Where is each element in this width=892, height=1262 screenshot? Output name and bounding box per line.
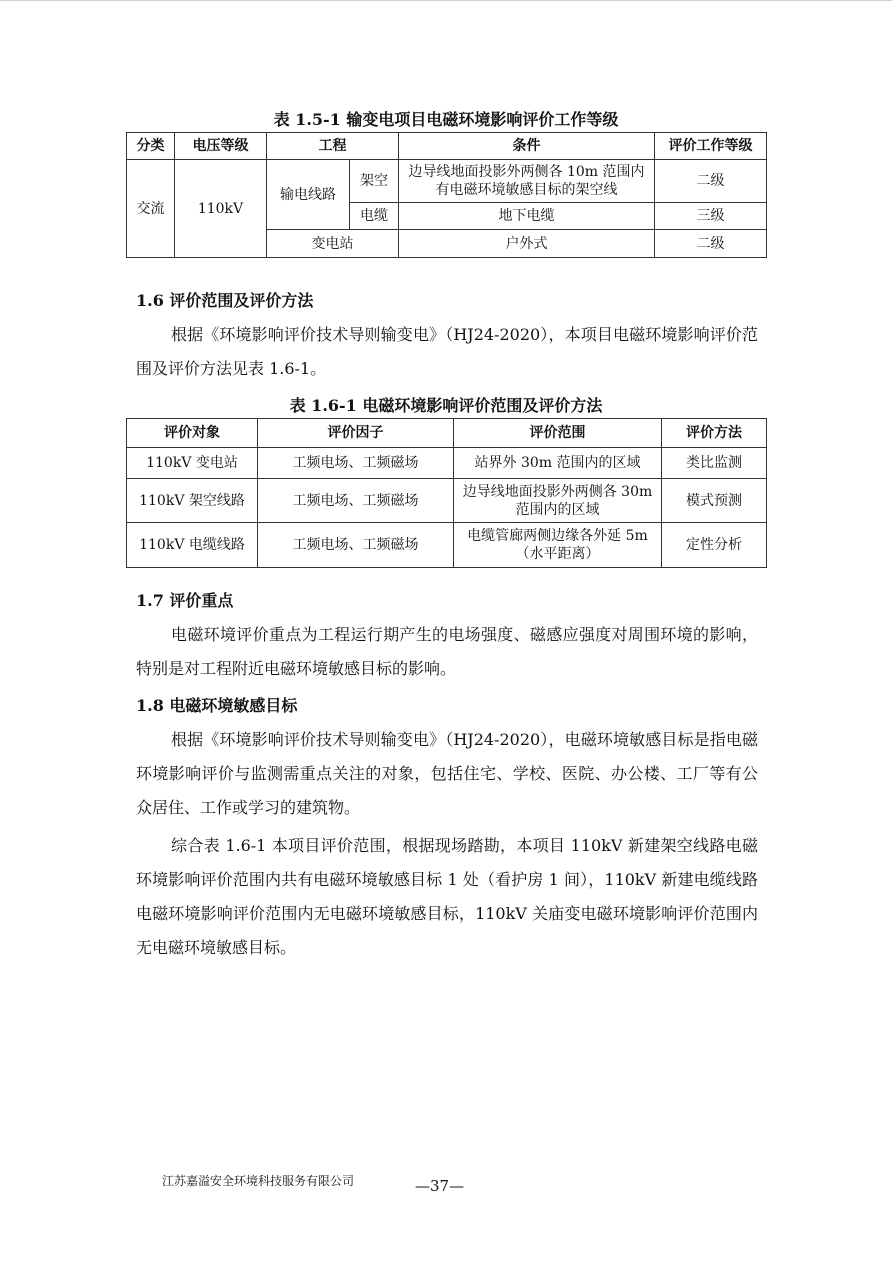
scope-method-table bbox=[126, 418, 767, 568]
table1-caption: 表 1.5-1 输变电项目电磁环境影响评价工作等级 bbox=[273, 110, 619, 129]
table-header-row bbox=[127, 419, 767, 448]
header-cell: 评价工作等级 bbox=[655, 133, 767, 160]
object-cell: 110kV 变电站 bbox=[127, 448, 258, 479]
table-row bbox=[127, 160, 767, 203]
grade-cell: 二级 bbox=[655, 230, 767, 258]
grade-cell: 三级 bbox=[655, 203, 767, 230]
header-cell: 评价范围 bbox=[454, 419, 662, 448]
section-1-7-title: 1.7 评价重点 bbox=[136, 591, 234, 610]
section-1-7-paragraph: 电磁环境评价重点为工程运行期产生的电场强度、磁感应强度对周围环境的影响，特别是对工程附近电磁环境敏感目标的影响。 bbox=[136, 625, 758, 678]
method-cell: 类比监测 bbox=[662, 448, 767, 479]
table-row bbox=[127, 523, 767, 568]
header-cell: 评价因子 bbox=[258, 419, 454, 448]
sub-type-cell: 电缆 bbox=[350, 203, 399, 230]
method-cell: 模式预测 bbox=[662, 479, 767, 523]
grading-table bbox=[126, 132, 767, 258]
grade-cell: 二级 bbox=[655, 160, 767, 203]
sub-type-cell: 架空 bbox=[350, 160, 399, 203]
section-1-6-paragraph: 根据《环境影响评价技术导则输变电》（HJ24-2020），本项目电磁环境影响评价范围及评价方法见表 1.6-1。 bbox=[136, 325, 758, 378]
method-cell: 定性分析 bbox=[662, 523, 767, 568]
table2-caption: 表 1.6-1 电磁环境影响评价范围及评价方法 bbox=[289, 396, 603, 415]
factor-cell: 工频电场、工频磁场 bbox=[258, 448, 454, 479]
header-cell: 工程 bbox=[267, 133, 399, 160]
header-cell: 分类 bbox=[127, 133, 175, 160]
table-header-row bbox=[127, 133, 767, 160]
range-cell: 站界外 30m 范围内的区域 bbox=[454, 448, 662, 479]
section-1-8-paragraph-2: 综合表 1.6-1 本项目评价范围，根据现场踏勘，本项目 110kV 新建架空线路电磁环境影响评价范围内共有电磁环境敏感目标 1 处（看护房 1 间），110kV 新建电缆线路电磁环境影响评价范围内无电磁环境敏感目标，110kV 关庙变电磁环境影响评价范围内无电磁环境敏感目标。 bbox=[136, 836, 758, 957]
table-row bbox=[127, 448, 767, 479]
header-cell: 电压等级 bbox=[175, 133, 267, 160]
line-group-cell: 输电线路 bbox=[267, 160, 350, 230]
object-cell: 110kV 电缆线路 bbox=[127, 523, 258, 568]
section-1-6-title: 1.6 评价范围及评价方法 bbox=[136, 291, 314, 310]
header-cell: 条件 bbox=[399, 133, 655, 160]
factor-cell: 工频电场、工频磁场 bbox=[258, 479, 454, 523]
section-1-8-paragraph-1: 根据《环境影响评价技术导则输变电》（HJ24-2020），电磁环境敏感目标是指电磁环境影响评价与监测需重点关注的对象，包括住宅、学校、医院、办公楼、工厂等有公众居住、工作或学习的建筑物。 bbox=[136, 730, 758, 817]
top-rule bbox=[0, 0, 892, 1]
footer-company: 江苏嘉溢安全环境科技服务有限公司 bbox=[162, 1174, 355, 1188]
range-cell: 电缆管廊两侧边缘各外延 5m（水平距离） bbox=[454, 523, 662, 568]
substation-cell: 变电站 bbox=[267, 230, 399, 258]
factor-cell: 工频电场、工频磁场 bbox=[258, 523, 454, 568]
condition-cell: 边导线地面投影外两侧各 10m 范围内有电磁环境敏感目标的架空线 bbox=[399, 160, 655, 203]
page-number: —37— bbox=[415, 1177, 465, 1195]
header-cell: 评价对象 bbox=[127, 419, 258, 448]
object-cell: 110kV 架空线路 bbox=[127, 479, 258, 523]
condition-cell: 地下电缆 bbox=[399, 203, 655, 230]
category-cell: 交流 bbox=[127, 160, 175, 258]
table-row bbox=[127, 479, 767, 523]
section-1-8-title: 1.8 电磁环境敏感目标 bbox=[136, 696, 298, 715]
condition-cell: 户外式 bbox=[399, 230, 655, 258]
range-cell: 边导线地面投影外两侧各 30m 范围内的区域 bbox=[454, 479, 662, 523]
header-cell: 评价方法 bbox=[662, 419, 767, 448]
voltage-cell: 110kV bbox=[175, 160, 267, 258]
